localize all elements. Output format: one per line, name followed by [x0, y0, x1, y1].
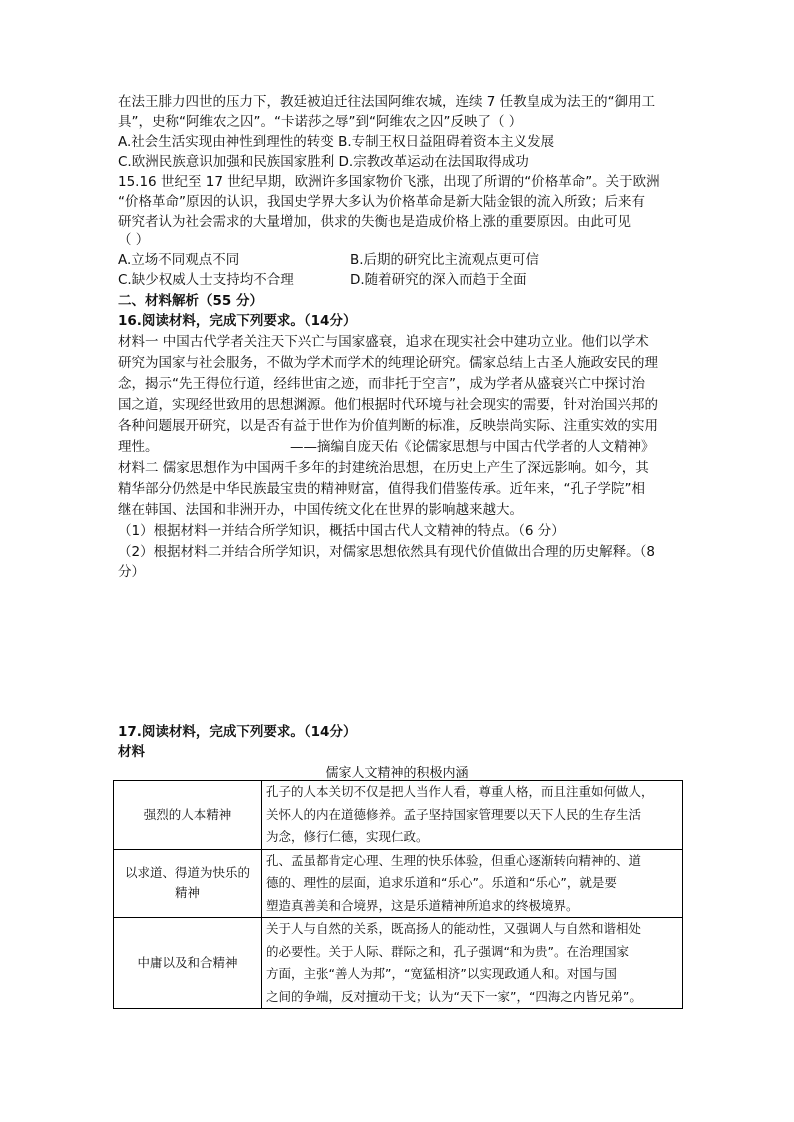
q16-title: 16.阅读材料，完成下列要求。（14分） — [118, 313, 357, 329]
row-header-text: 中庸以及和合精神 — [137, 955, 238, 970]
section-heading: 二、材料解析（55 分） — [118, 293, 263, 309]
row-content — [262, 849, 683, 918]
humanism-table — [113, 780, 683, 1009]
row-header-text: 以求道、得道为快乐的 — [124, 865, 250, 881]
q15-option-b: B.后期的研究比主流观点更可信 — [350, 252, 540, 268]
row-content-line: 的必要性。关于人际、群际之和，孔子强调“和为贵”。在治理国家 — [266, 943, 629, 959]
row-header — [114, 918, 262, 1009]
row-content-line: 孔子的人本关切不仅是把人当作人看，尊重人格，而且注重如何做人， — [266, 784, 654, 799]
q16-requirement-2: （2）根据材料二并结合所学知识，对儒家思想依然具有现代价值做出合理的历史解释。（8 — [118, 544, 655, 560]
q16-source: ——摘编自庞天佑《论儒家思想与中国古代学者的人文精神》 — [290, 439, 655, 455]
row-content-line: 为念，修行仁德，实现仁政。 — [266, 829, 429, 844]
q16-requirement-1: （1）根据材料一并结合所学知识，概括中国古代人文精神的特点。（6 分） — [118, 523, 565, 539]
row-content-line: 关于人与自然的关系，既高扬人的能动性，又强调人与自然和谐相处 — [266, 921, 642, 936]
q15-stem-line: “价格革命”原因的认识，我国史学界大多认为价格革命是新大陆金银的流入所致；后来有 — [118, 194, 645, 210]
q16-material1-line: 材料一 中国古代学者关注天下兴亡与国家盛衰，追求在现实社会中建功立业。他们以学术 — [118, 334, 649, 350]
q16-material1-line: 念，揭示“先王得位行道，经纬世宙之迹，而非托于空言”，成为学者从盛衰兴亡中探讨治 — [118, 376, 645, 392]
table-row — [114, 781, 683, 850]
row-content-line: 之间的争端，反对擅动干戈；认为“天下一家”，“四海之内皆兄弟”。 — [266, 988, 642, 1004]
row-header — [114, 781, 262, 850]
q15-option-d: D.随着研究的深入而趋于全面 — [350, 272, 527, 288]
row-content — [262, 781, 683, 850]
table-row — [114, 849, 683, 918]
q16-material1-line: 研究为国家与社会服务，不做为学术而学术的纯理论研究。儒家总结上古圣人施政安民的理 — [118, 355, 658, 371]
q16-material1-line: 理性。 — [118, 439, 159, 455]
q16-material2-line: 继在韩国、法国和非洲开办，中国传统文化在世界的影响越来越大。 — [118, 502, 523, 518]
row-content-line: 关怀人的内在道德修养。孟子坚持国家管理要以天下人民的生存生活 — [266, 806, 642, 822]
q15-option-c: C.缺少权威人士支持均不合理 — [118, 272, 294, 288]
q14-option-ab: A.社会生活实现由神性到理性的转变 B.专制王权日益阻碍着资本主义发展 — [118, 134, 555, 150]
q15-option-a: A.立场不同观点不同 — [118, 252, 240, 268]
q15-stem-line: （ ） — [118, 232, 150, 248]
q14-option-cd: C.欧洲民族意识加强和民族国家胜利 D.宗教改革运动在法国取得成功 — [118, 154, 529, 170]
q15-stem-line: 15.16 世纪至 17 世纪早期，欧洲许多国家物价飞涨，出现了所谓的“价格革命”。关于欧洲 — [118, 174, 660, 190]
q17-material-label: 材料 — [118, 744, 145, 760]
q16-material1-line: 国之道，实现经世致用的思想渊源。他们根据时代环境与社会现实的需要，针对治国兴邦的 — [118, 397, 658, 413]
q16-material2-line: 材料二 儒家思想作为中国两千多年的封建统治思想，在历史上产生了深远影响。如今，其 — [118, 460, 649, 476]
q15-stem-line: 研究者认为社会需求的大量增加，供求的失衡也是造成价格上涨的重要原因。由此可见 — [118, 214, 631, 230]
row-content — [262, 918, 683, 1009]
table-title: 儒家人文精神的积极内涵 — [325, 766, 469, 781]
row-content-line: 方面，主张“善人为邦”，“宽猛相济”以实现政通人和。对国与国 — [266, 966, 617, 981]
q14-stem-line: 具”，史称“阿维农之囚”。“卡诺莎之辱”到“阿维农之囚”反映了（ ） — [118, 114, 523, 130]
q17-title: 17.阅读材料，完成下列要求。（14分） — [118, 724, 357, 740]
row-content-line: 塑造真善美和合境界，这是乐道精神所追求的终极境界。 — [266, 897, 579, 913]
q14-stem-line: 在法王腓力四世的压力下，教廷被迫迁往法国阿维农城，连续 7 任教皇成为法王的“御用工 — [118, 94, 656, 110]
table-row — [114, 918, 683, 1009]
row-content-line: 孔、孟虽都肯定心理、生理的快乐体验，但重心逐渐转向精神的、道 — [266, 852, 642, 868]
row-header — [114, 849, 262, 918]
q16-material2-line: 精华部分仍然是中华民族最宝贵的精神财富，值得我们借鉴传承。近年来，“孔子学院”相 — [118, 481, 645, 497]
row-content-line: 德的、理性的层面，追求乐道和“乐心”。乐道和“乐心”，就是要 — [266, 875, 617, 890]
row-header-text: 强烈的人本精神 — [143, 806, 232, 822]
q16-requirement-2-cont: 分） — [118, 564, 145, 580]
q16-material1-line: 各种问题展开研究，以是否有益于世作为价值判断的标准，反映崇尚实际、注重实效的实用 — [118, 418, 658, 434]
row-header-text: 精神 — [174, 885, 200, 901]
